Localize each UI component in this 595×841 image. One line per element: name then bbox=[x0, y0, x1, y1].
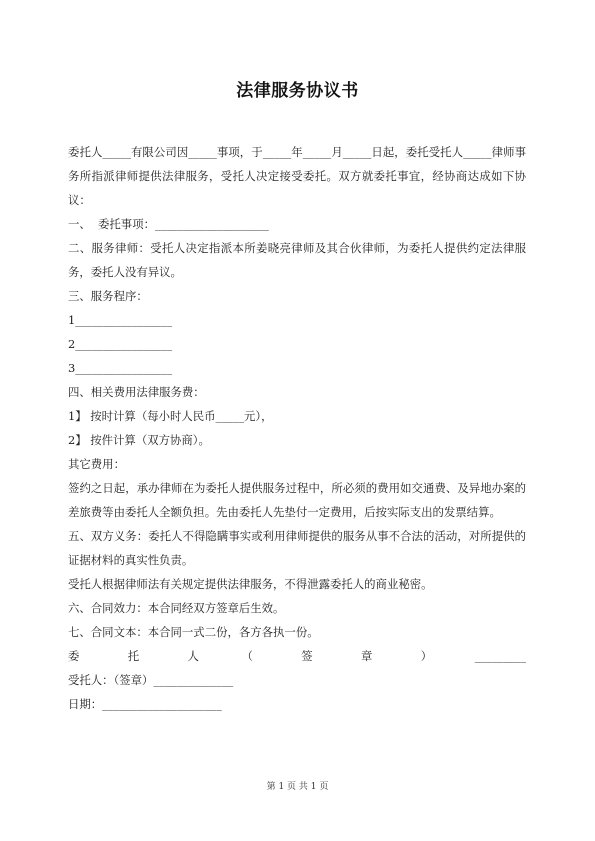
fee-item-hourly: 1】 按时计算（每小时人民币_____元）， bbox=[68, 409, 273, 423]
trustee-obligation-paragraph: 受托人根据律师法有关规定提供法律服务，不得泄露委托人的商业秘密。 bbox=[68, 577, 433, 591]
clause-2-service-lawyer: 二、服务律师：受托人决定指派本所姜晓亮律师及其合伙律师，为委托人提供约定法律服务，委托人没有异议。 bbox=[68, 241, 526, 279]
other-fees-heading: 其它费用： bbox=[68, 457, 125, 471]
trustee-signature-line: 受托人：（签章）______________ bbox=[68, 673, 234, 687]
document-body bbox=[68, 140, 526, 716]
document-title: 法律服务协议书 bbox=[236, 81, 359, 101]
page-number-footer: 第 1 页 共 1 页 bbox=[266, 782, 329, 792]
clause-3-service-procedure: 三、服务程序： bbox=[68, 289, 148, 303]
clause-4-fees: 四、相关费用法律服务费： bbox=[68, 385, 205, 399]
procedure-item-2: 2_________________ bbox=[68, 337, 173, 351]
clause-6-validity: 六、合同效力：本合同经双方签章后生效。 bbox=[68, 601, 285, 615]
clause-5-obligations: 五、双方义务：委托人不得隐瞒事实或利用律师提供的服务从事不合法的活动，对所提供的证据材料的真实性负责。 bbox=[68, 529, 526, 567]
procedure-item-1: 1_________________ bbox=[68, 313, 173, 327]
clause-1-entrusted-matters: 一、 委托事项：____________________ bbox=[68, 217, 269, 231]
procedure-item-3: 3_________________ bbox=[68, 361, 173, 375]
clause-7-copies: 七、合同文本：本合同一式二份，各方各执一份。 bbox=[68, 625, 319, 639]
date-line: 日期：_____________________ bbox=[68, 697, 222, 711]
client-signature-line: 委 托 人 （ 签 章 ） _________ bbox=[68, 649, 526, 663]
fee-item-per-case: 2】 按件计算（双方协商）。 bbox=[68, 433, 210, 447]
other-fees-paragraph: 签约之日起，承办律师在为委托人提供服务过程中，所必须的费用如交通费、及异地办案的差旅费等由委托人全额负担。先由委托人先垫付一定费用，后按实际支出的发票结算。 bbox=[68, 481, 526, 519]
preamble-paragraph: 委托人_____有限公司因_____事项，于_____年_____月_____日起，委托受托人_____律师事务所指派律师提供法律服务，受托人决定接受委托。双方就委托事宜，经协商达成如下协议： bbox=[68, 145, 526, 207]
